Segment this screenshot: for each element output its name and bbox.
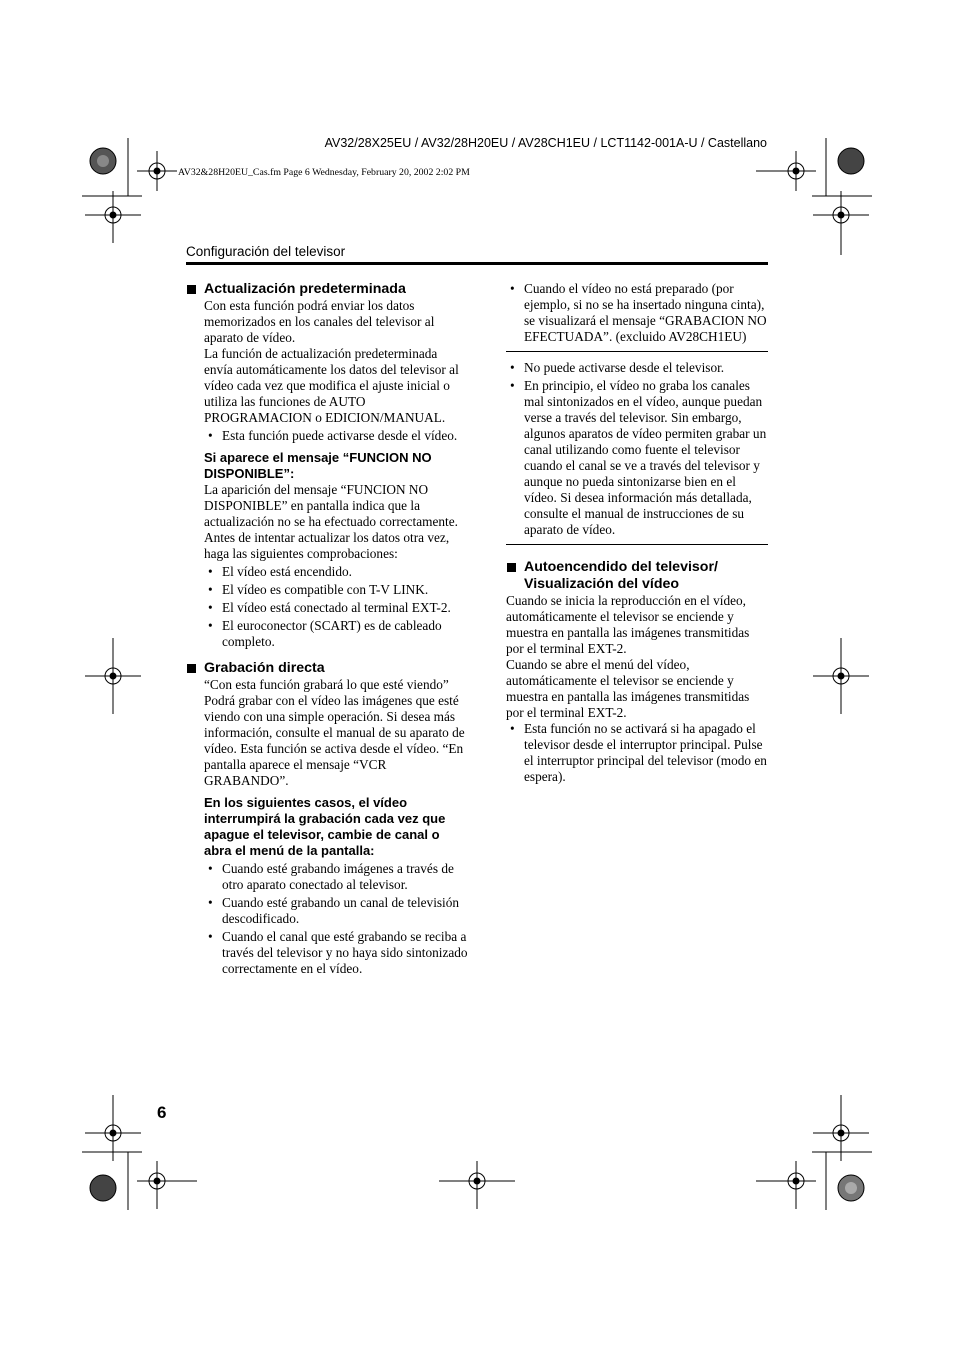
paragraph: La aparición del mensaje “FUNCION NO DISPONIBLE” en pantalla indica que la actualización no se ha efectuado correctamente. Antes de intentar actualizar los datos otra vez, haga las siguientes comprobaciones: xyxy=(204,482,458,561)
list-item: • Esta función no se activará si ha apagado el televisor desde el interruptor principal. Pulse el interruptor principal del televisor (modo en espera). xyxy=(524,721,768,785)
paragraph: Cuando se abre el menú del vídeo, automáticamente el televisor se enciende y muestra en pantalla las imágenes transmitidas por el terminal EXT-2. xyxy=(506,657,750,720)
paragraph: Cuando se inicia la reproducción en el vídeo, automáticamente el televisor se enciende y muestra en pantalla las imágenes transmitidas por el terminal EXT-2. xyxy=(506,593,750,656)
list-item: • Cuando el vídeo no está preparado (por ejemplo, si no se ha insertado ninguna cinta), se visualizará el mensaje “GRABACION NO EFECTUADA”. (excluido AV28CH1EU) xyxy=(524,281,768,345)
section-heading: Autoencendido del televisor/ Visualización del vídeo xyxy=(506,559,768,593)
list-item: • El vídeo está conectado al terminal EXT-2. xyxy=(222,600,468,616)
section-heading: Grabación directa xyxy=(186,660,468,677)
document-header-models: AV32/28X25EU / AV32/28H20EU / AV28CH1EU / LCT1142-001A-U / Castellano xyxy=(324,136,767,150)
section-label: Configuración del televisor xyxy=(186,244,346,259)
paragraph: Con esta función podrá enviar los datos memorizados en los canales del televisor al aparato de vídeo. xyxy=(204,298,435,345)
list-item: • Cuando esté grabando un canal de televisión descodificado. xyxy=(222,895,468,927)
density-target-icon xyxy=(90,148,864,1201)
file-info-line: AV32&28H20EU_Cas.fm Page 6 Wednesday, February 20, 2002 2:02 PM xyxy=(178,167,470,178)
page-number: 6 xyxy=(157,1103,167,1122)
list-item: • Cuando esté grabando imágenes a través de otro aparato conectado al televisor. xyxy=(222,861,468,893)
paragraph: La función de actualización predeterminada envía automáticamente los datos del televisor al vídeo cada vez que modifica el ajuste inicial o utiliza las funciones de AUTO PROGRAMACION o EDICION/MANUAL. xyxy=(204,346,459,425)
paragraph: Podrá grabar con el vídeo las imágenes que esté viendo con una simple operación. Si desea más información, consulte el manual de su aparato de vídeo. Esta función se activa desde el vídeo. “En pantalla aparece el mensaje “VCR GRABANDO”. xyxy=(204,693,465,788)
list-item: • El vídeo es compatible con T-V LINK. xyxy=(222,582,468,598)
paragraph: “Con esta función grabará lo que esté viendo” xyxy=(204,677,449,692)
list-item: • El euroconector (SCART) es de cableado completo. xyxy=(222,618,468,650)
crop-marks-icon xyxy=(82,138,872,1210)
subheading: En los siguientes casos, el vídeo interrumpirá la grabación cada vez que apague el televisor, cambie de canal o abra el menú de la pantalla: xyxy=(204,795,446,858)
list-item: • En principio, el vídeo no graba los canales mal sintonizados en el vídeo, aunque puedan verse a través del televisor. Sin embargo, algunos aparatos de vídeo permiten grabar un canal utilizando como fuente el televisor cuando el canal se ve a través del televisor y aunque no pueda sintonizarse bien en el vídeo. Si desea información más detallada, consulte el manual de instrucciones de su aparato de vídeo. xyxy=(524,378,768,538)
list-item: • El vídeo está encendido. xyxy=(222,564,468,580)
section-heading: Actualización predeterminada xyxy=(186,281,468,298)
list-item: • Cuando el canal que esté grabando se reciba a través del televisor y no haya sido sintonizado correctamente en el vídeo. xyxy=(222,929,468,977)
list-item: • No puede activarse desde el televisor. xyxy=(524,360,768,376)
list-item: • Esta función puede activarse desde el vídeo. xyxy=(222,428,468,444)
registration-mark-icon xyxy=(85,151,869,1209)
subheading: Si aparece el mensaje “FUNCION NO DISPONIBLE”: xyxy=(204,450,432,481)
